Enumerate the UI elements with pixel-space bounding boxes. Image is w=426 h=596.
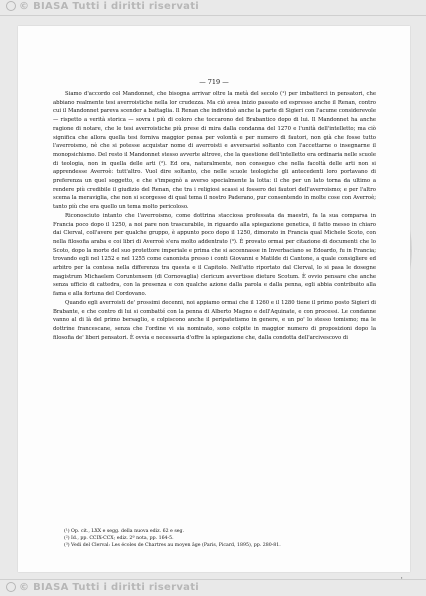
watermark-top — [0, 1, 426, 13]
watermark-bottom — [0, 582, 426, 594]
biasa-logo-icon — [6, 1, 16, 11]
watermark-text: © BIASA Tutti i diritti riservati — [19, 1, 200, 12]
footnote: (³) Vedi del Clerval: Les écoles de Chartres au moyen âge (Paris, Picard, 1895), pp. 280-81. — [64, 542, 281, 548]
biasa-logo-icon — [6, 582, 16, 592]
page-number: — 719 — — [199, 78, 229, 86]
paragraph: Siamo d'accordo col Mandonnet, che bisogna arrivar oltre la metà del secolo (¹) per imbatterci in pensatori, che abbiano realmente tesi averroistiche nella lor crudezza. Ma ciò avea inizio passato ed espresso anche il Renan, contro cui il Mandonnet pareva scender a battaglia. Il Renan che individuò anche la parte di Sigieri con l'acume considerevole — rispetto a verità storica — sovra i più di coloro che toccarono del Brabantico dopo di lui. Il Mandonnet ha anche ragione di notare, che le tesi averroistiche più prese di mira dalla condanna del 1270 e l'unità dell'intelletto; ma ciò significa che allora quella tesi forniva maggior pensa per volontà e per numero di fautori, non già che fosse tutto l'averroismo, nè che si potesse acquistar nome di averroisti e avversarisi soltanto con l'accettarne o insegnarne il monopsichismo. Del resto il Mandonnet stesso avverte altrove, che la questione dell'intelletto era ordinaria nelle scuole di teologia, non in quella delle arti (²). Ed ora, naturalmente, non conseguo che nella facoltà delle arti non si apprendesse Averroè: tutt'altro. Vuol dire soltanto, che nelle scuole teologiche gli antecedenti loro portavano di preferenza un quel soggetto, e che s'impegnò a averso specialmente la lotta: il che per un lato torna da ultimo a rendere più credibile il giudizio del Renan, che tra i religiosi scassi si fossero dei fautori dell'averroismo; e per l'altro scema la meraviglia, che non si scorgesse di qual tema il nostro Paderano, pur consentendo in molte cose con Averroè; tanto più che era quello un tema molto pericoloso. — [53, 91, 376, 211]
footnotes — [53, 529, 376, 549]
paragraph: Riconosciuto intanto che l'averroismo, come dottrina stacciosa professata da maestri, fa la sua comparsa in Francia poco dopo il 1250, a noi pare non trascurabile, in riguardo alla spiegazione genetica, il fatto messo in chiaro dai Clerval, coll'avere per qualche gruppo, è appunto poco dopo il 1250, dimorato in Francia qual Michele Scoto, con nella filosofia araba e coi libri di Averroè s'era molto addentrato (³). È provato ormai per citazione di documenti che lo Scoto, dopo la morte del suo protettore imperiale e prima che si accennasse in Inverbaciano se Edoardo, fu in Francia; trovando egli nel 1252 e nel 1255 come canonista presso i conti Giovanni e Matilde di Cantone, a quale consigliere ed arbitro per la contesa nella differenza tra questa e il Capitolo. Nell'atto riportato dal Clerval, lo si pasa le dosegne magistrum Michaelem Coruntensem (di Cornovaglia) clericum avvertisse dieture Scotum. È ovvio pensare che anche senza ufficio di cattedra, con la presenza e con qualche azione dalla parola e dalla penna, egli abbia contribuito alla fama e alla fortuna del Cordovano. — [53, 212, 376, 298]
body-text — [53, 90, 376, 342]
footnote: (¹) Op. cit., LXX e segg. della nuova ediz. 62 e seg. — [64, 529, 184, 534]
watermark-text: © BIASA Tutti i diritti riservati — [19, 582, 200, 593]
watermark-divider — [0, 15, 426, 16]
margin-mark: ' — [401, 577, 403, 584]
paragraph: Quando egli averroisti de' prossimi decenni, noi appiamo ormai che il 1260 e il 1280 tiene il primo posto Sigieri di Brabante, e che contro di lui si combatté con la penna di Alberto Magno e dell'Aquinate, e con processi. Le condanne vanno al di là del primo bersaglio, e colpiscono anche il peripatetismo in genere, e un po' lo stesso tomismo; ma le dottrine francescane, senza che l'ordine vi sia nominato, sono colpite in maggior numero di proposizioni dopo la filosofia de' liberi pensatori. È ovvia e necessaria d'offre la spiegazione che, dalla condotta dell'arcivescovo di — [53, 299, 376, 341]
document-page — [18, 26, 410, 584]
footnote: (²) Id., pp. CCIX-CCX; ediz. 2ª nota, pp. 164-5. — [64, 535, 174, 541]
watermark-divider — [0, 579, 426, 580]
